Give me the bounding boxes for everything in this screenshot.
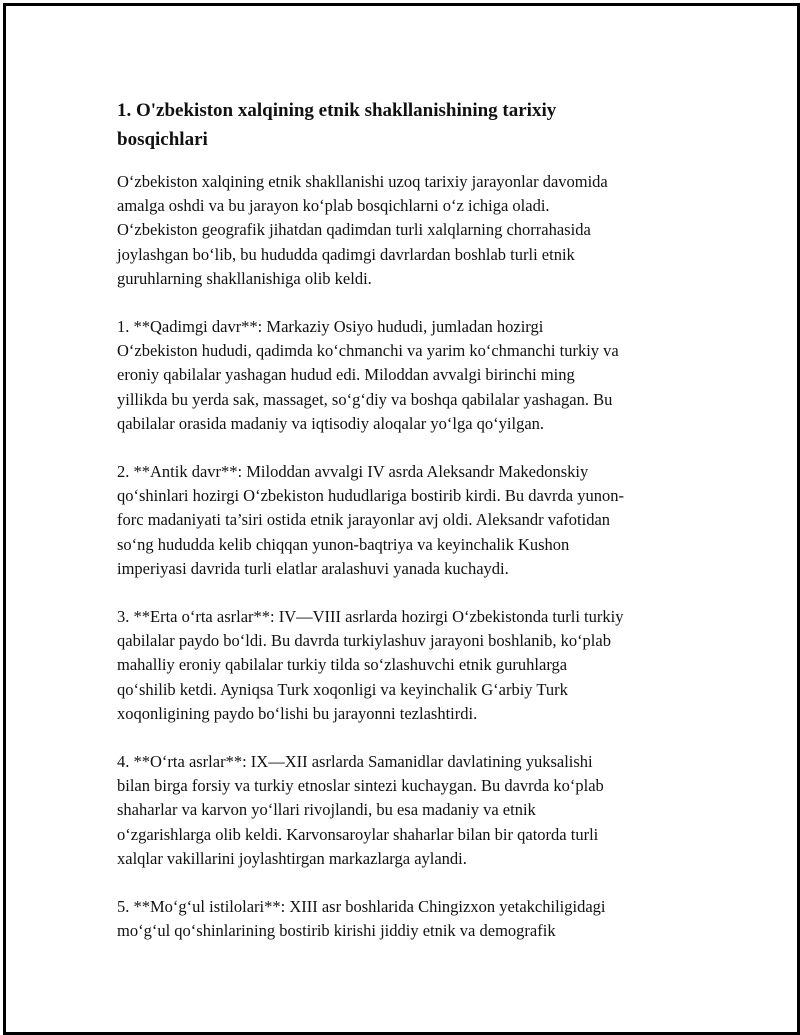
paragraph-ancient-period: 1. **Qadimgi davr**: Markaziy Osiyo hududi, jumladan hozirgi O‘zbekiston hududi, qadimda ko‘chmanchi va yarim ko‘chmanchi turkiy va eroniy qabilalar yashagan hudud edi. Miloddan avvalgi birinchi ming yillikda bu yerda sak, massaget, so‘g‘diy va boshqa qabilalar yashagan. Bu qabilalar orasida madaniy va iqtisodiy aloqalar yo‘lga qo‘yilgan. bbox=[117, 317, 619, 433]
paragraph-mongol-invasions: 5. **Mo‘g‘ul istilolari**: XIII asr boshlarida Chingizxon yetakchiligidagi mo‘g‘ul qo‘shinlarining bostirib kirishi jiddiy etnik va demografik bbox=[117, 897, 606, 941]
paragraph-antique-period: 2. **Antik davr**: Miloddan avvalgi IV asrda Aleksandr Makedonskiy qo‘shinlari hozirgi O‘zbekiston hududlariga bostirib kirdi. Bu davrda yunon- forc madaniyati ta’siri ostida etnik jarayonlar avj oldi. Aleksandr vafotidan so‘ng hududda kelib chiqqan yunon-baqtriya va keyinchalik Kushon imperiyasi davrida turli elatlar aralashuvi yanada kuchaydi. bbox=[117, 462, 624, 578]
paragraph-early-middle-ages: 3. **Erta o‘rta asrlar**: IV—VIII asrlarda hozirgi O‘zbekistonda turli turkiy qabilalar paydo bo‘ldi. Bu davrda turkiylashuv jarayoni boshlanib, ko‘plab mahalliy eroniy qabilalar turkiy tilda so‘zlashuvchi etnik guruhlarga qo‘shilib ketdi. Ayniqsa Turk xoqonligi va keyinchalik G‘arbiy Turk xoqonligining paydo bo‘lishi bu jarayonni tezlashtirdi. bbox=[117, 607, 624, 723]
document-body bbox=[117, 96, 692, 967]
intro-paragraph: O‘zbekiston xalqining etnik shakllanishi uzoq tarixiy jarayonlar davomida amalga oshdi va bu jarayon ko‘plab bosqichlarni o‘z ichiga oladi. O‘zbekiston geografik jihatdan qadimdan turli xalqlarning chorrahasida joylashgan bo‘lib, bu hududda qadimgi davrlardan boshlab turli etnik guruhlarning shakllanishiga olib keldi. bbox=[117, 172, 608, 288]
section-title: 1. O'zbekiston xalqining etnik shakllanishining tarixiy bosqichlari bbox=[117, 100, 557, 150]
paragraph-middle-ages: 4. **O‘rta asrlar**: IX—XII asrlarda Samanidlar davlatining yuksalishi bilan birga forsiy va turkiy etnoslar sintezi kuchaygan. Bu davrda ko‘plab shaharlar va karvon yo‘llari rivojlandi, bu esa madaniy va etnik o‘zgarishlarga olib keldi. Karvonsaroylar shaharlar bilan bir qatorda turli xalqlar vakillarini joylashtirgan markazlarga aylandi. bbox=[117, 752, 604, 868]
